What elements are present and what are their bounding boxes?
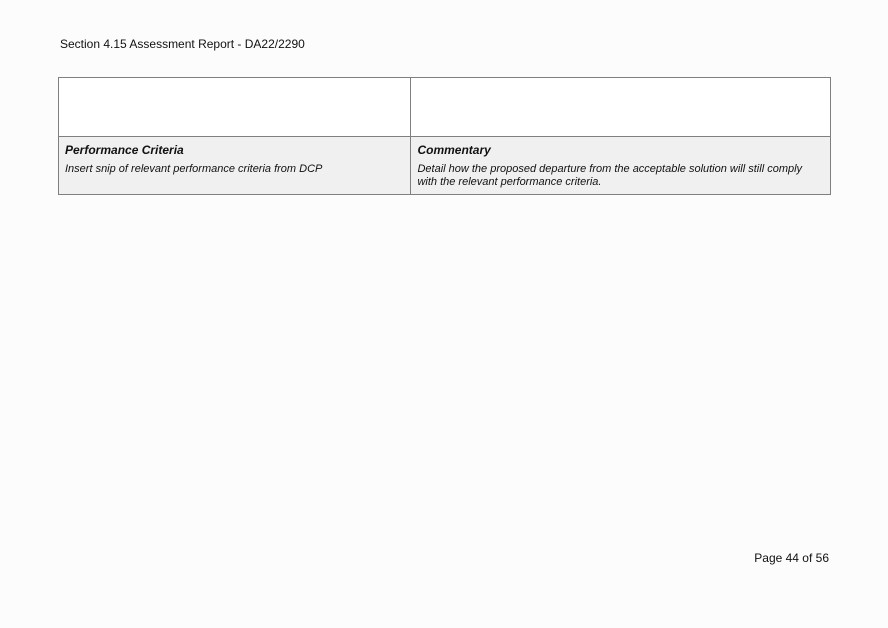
page-number: Page 44 of 56 [754, 551, 829, 565]
commentary-heading: Commentary [417, 143, 491, 157]
performance-criteria-text: Insert snip of relevant performance criteria from DCP [65, 163, 323, 175]
blank-table-row [59, 78, 831, 137]
criteria-table-row [59, 137, 831, 195]
report-header-title: Section 4.15 Assessment Report - DA22/2290 [60, 37, 305, 51]
commentary-text: Detail how the proposed departure from the acceptable solution will still comply with the relevant performance criteria. [417, 163, 803, 188]
blank-cell-right [411, 78, 831, 137]
commentary-cell [411, 137, 831, 195]
performance-criteria-heading: Performance Criteria [65, 143, 184, 157]
blank-cell-left [59, 78, 411, 137]
performance-criteria-cell [59, 137, 411, 195]
assessment-table [58, 77, 831, 195]
